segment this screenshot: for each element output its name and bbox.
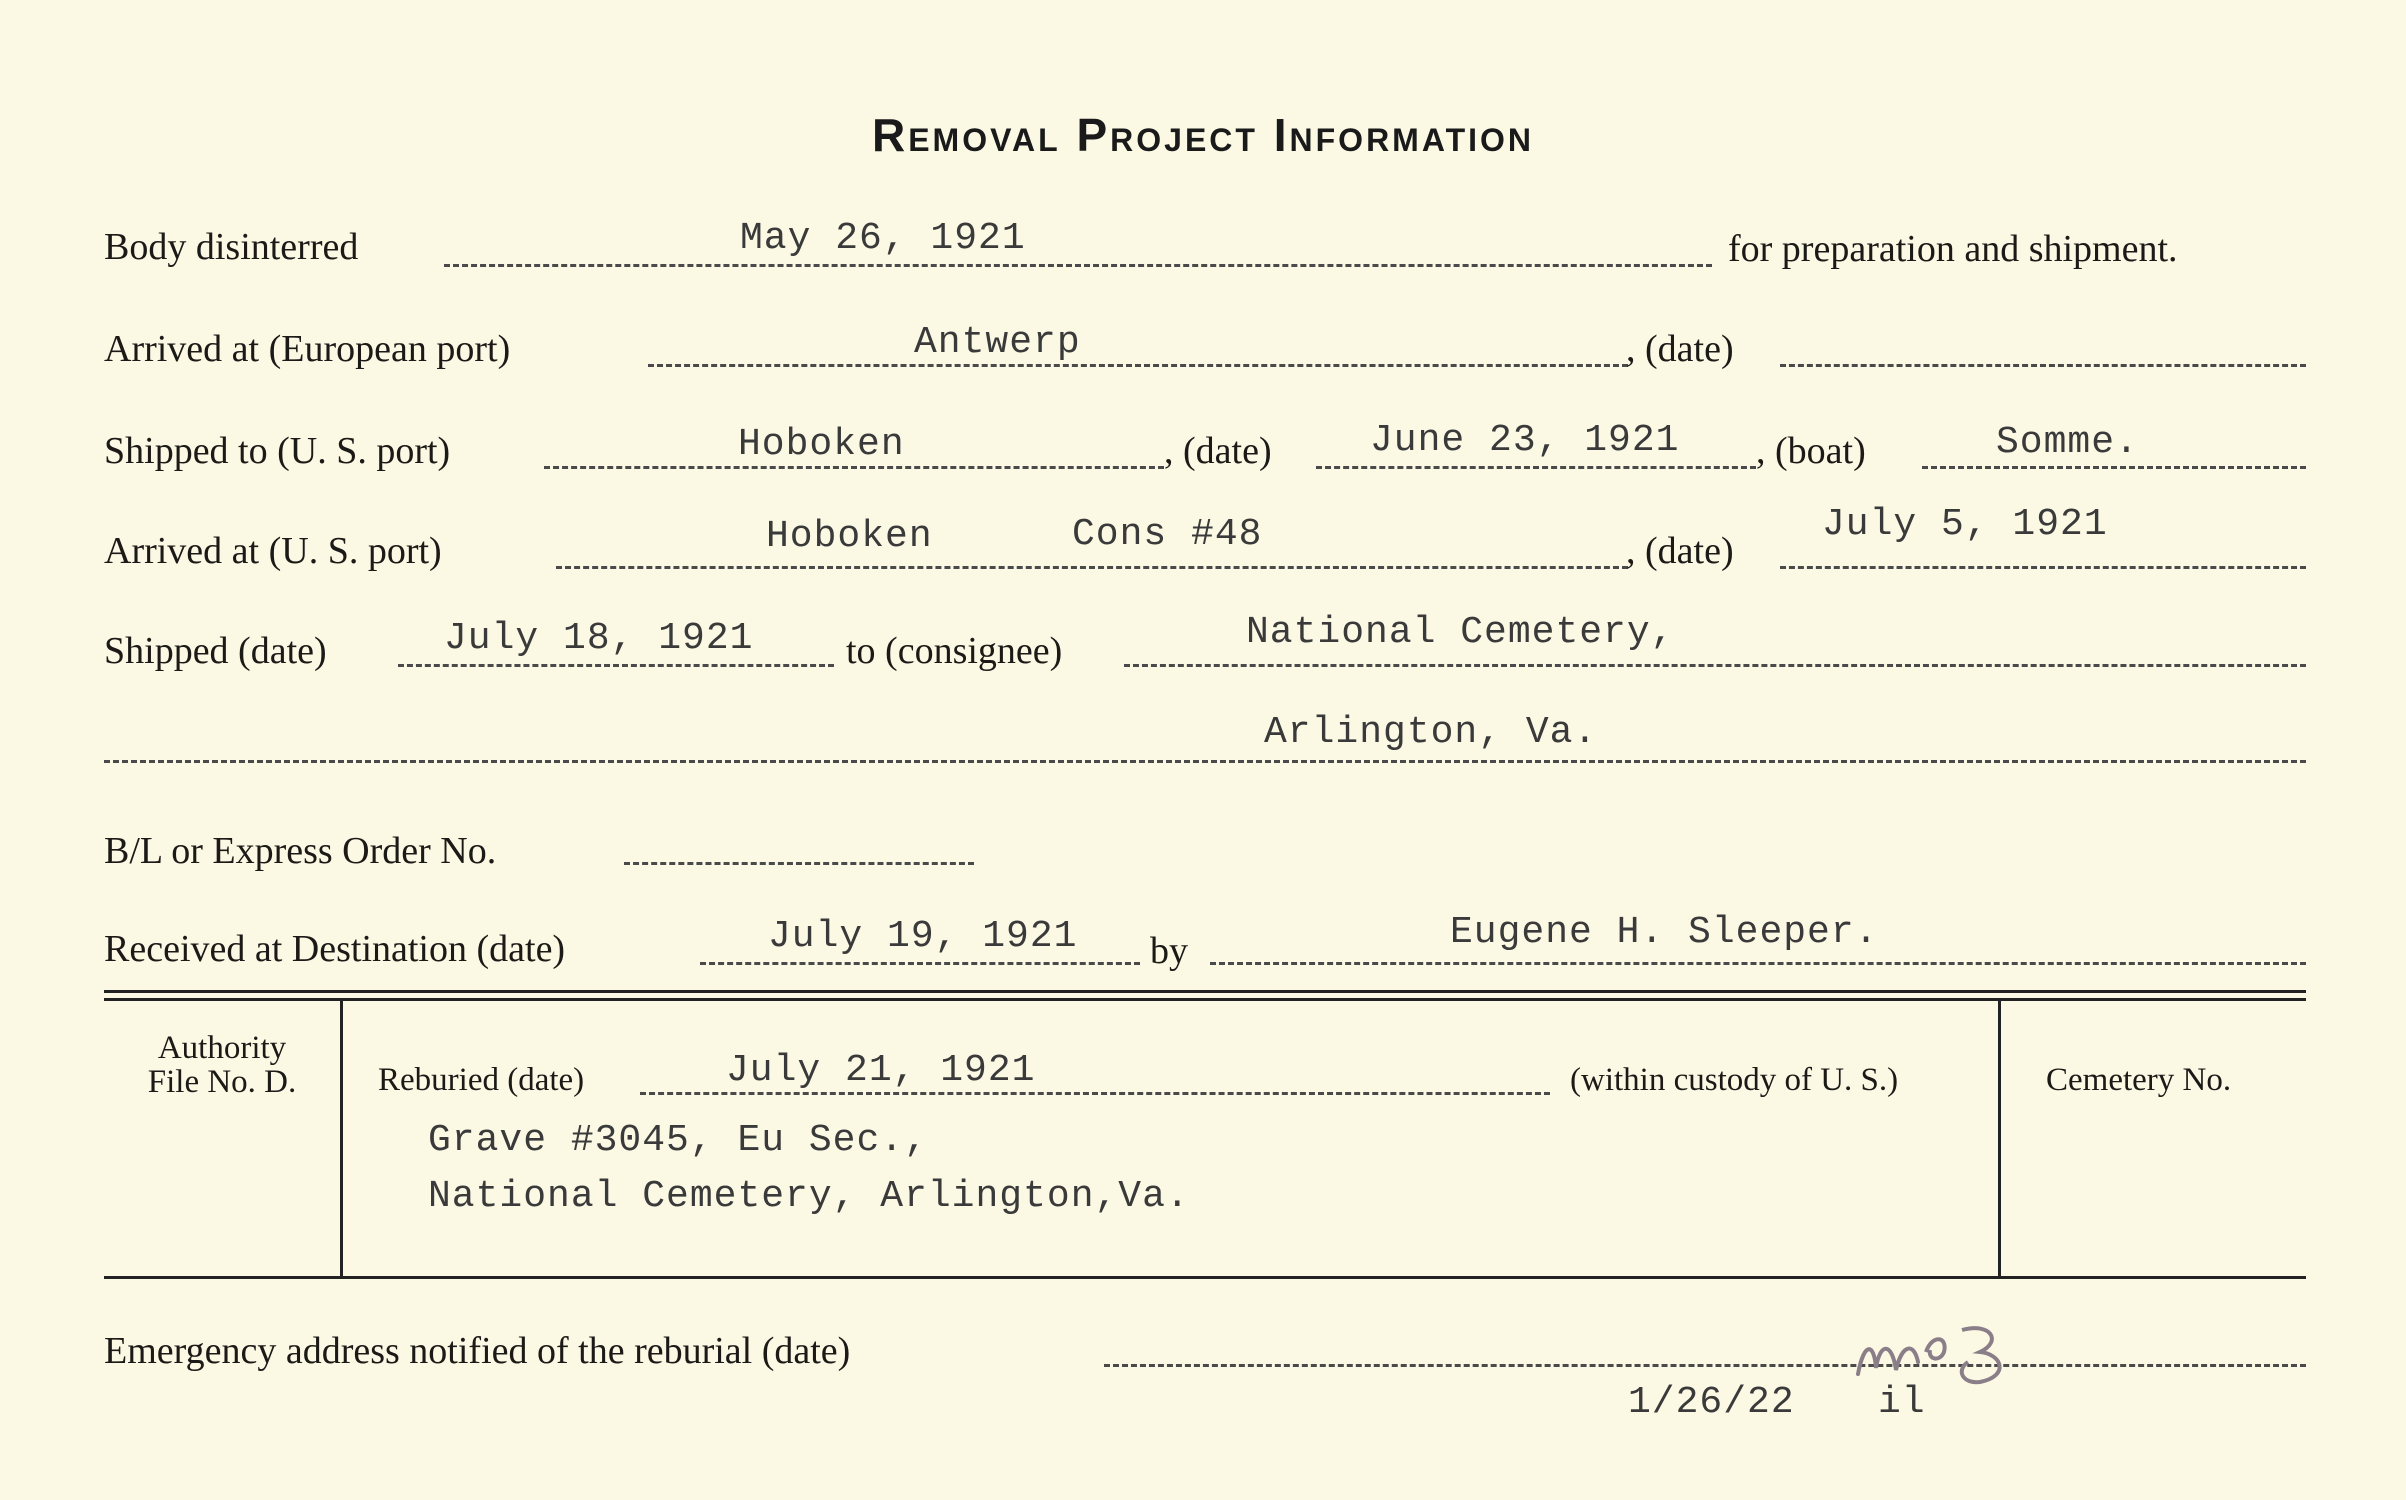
custody-label: (within custody of U. S.) (1570, 1062, 1899, 1098)
boat-label: , (boat) (1756, 430, 1866, 472)
us-arrived-date-value: July 5, 1921 (1822, 503, 2108, 546)
consignee-second-line (104, 760, 2306, 763)
authority-label-line1: Authority (157, 1030, 287, 1066)
reburied-date-value: July 21, 1921 (726, 1049, 1036, 1092)
received-by-line (1210, 962, 2306, 965)
shipped-date-label: Shipped (date) (104, 630, 327, 672)
reburied-line (640, 1092, 1550, 1095)
us-arrived-port-label: Arrived at (U. S. port) (104, 530, 442, 572)
box-divider-left (340, 998, 343, 1276)
emergency-address-label: Emergency address notified of the reburial (date) (104, 1330, 851, 1372)
bl-order-label: B/L or Express Order No. (104, 830, 497, 872)
european-port-line (648, 364, 1628, 367)
emergency-date-value: 1/26/22 (1628, 1381, 1795, 1424)
box-top-rule-2 (104, 998, 2306, 1001)
european-port-value: Antwerp (914, 321, 1081, 364)
shipped-date-line (398, 664, 834, 667)
us-shipped-port-line (544, 466, 1164, 469)
received-by-label: by (1150, 930, 1188, 972)
box-bottom-rule (104, 1276, 2306, 1279)
grave-line1: Grave #3045, Eu Sec., (428, 1119, 928, 1162)
shipment-suffix: for preparation and shipment. (1728, 228, 2178, 270)
received-date-line (700, 962, 1140, 965)
consignee-line2-value: Arlington, Va. (1264, 711, 1598, 754)
us-arrived-port-value: Hoboken (766, 515, 933, 558)
consignee-label: to (consignee) (846, 630, 1063, 672)
us-arrived-date-label: , (date) (1626, 530, 1734, 572)
cemetery-no-label: Cemetery No. (2046, 1062, 2232, 1098)
us-shipped-date-label: , (date) (1164, 430, 1272, 472)
consignee-line (1124, 664, 2306, 667)
emergency-address-line (1104, 1364, 2306, 1367)
european-port-label: Arrived at (European port) (104, 328, 511, 370)
box-divider-right (1998, 998, 2001, 1276)
european-date-label: , (date) (1626, 328, 1734, 370)
box-top-rule-1 (104, 990, 2306, 993)
received-date-label: Received at Destination (date) (104, 928, 566, 970)
received-by-value: Eugene H. Sleeper. (1450, 911, 1879, 954)
consignment-number: Cons #48 (1072, 513, 1263, 556)
handwritten-initials-mark (1852, 1312, 2022, 1392)
body-disinterred-label: Body disinterred (104, 226, 359, 268)
reburied-label: Reburied (date) (378, 1062, 585, 1098)
bl-order-line (624, 862, 974, 865)
boat-value: Somme. (1996, 421, 2139, 464)
shipped-date-value: July 18, 1921 (444, 617, 754, 660)
body-disinterred-line (444, 264, 1712, 267)
received-date-value: July 19, 1921 (768, 915, 1078, 958)
authority-label-line2: File No. D. (147, 1064, 297, 1100)
us-shipped-date-value: June 23, 1921 (1370, 419, 1680, 462)
grave-line2: National Cemetery, Arlington,Va. (428, 1175, 1190, 1218)
body-disinterred-value: May 26, 1921 (740, 217, 1026, 260)
boat-line (1922, 466, 2306, 469)
us-shipped-port-label: Shipped to (U. S. port) (104, 430, 451, 472)
us-arrived-date-line (1780, 566, 2306, 569)
us-shipped-port-value: Hoboken (738, 423, 905, 466)
typist-initials: il (1878, 1381, 1926, 1424)
card-title: Removal Project Information (871, 109, 1535, 161)
us-shipped-date-line (1316, 466, 1756, 469)
european-date-line (1780, 364, 2306, 367)
us-arrived-port-line (556, 566, 1628, 569)
consignee-line1-value: National Cemetery, (1246, 611, 1675, 654)
